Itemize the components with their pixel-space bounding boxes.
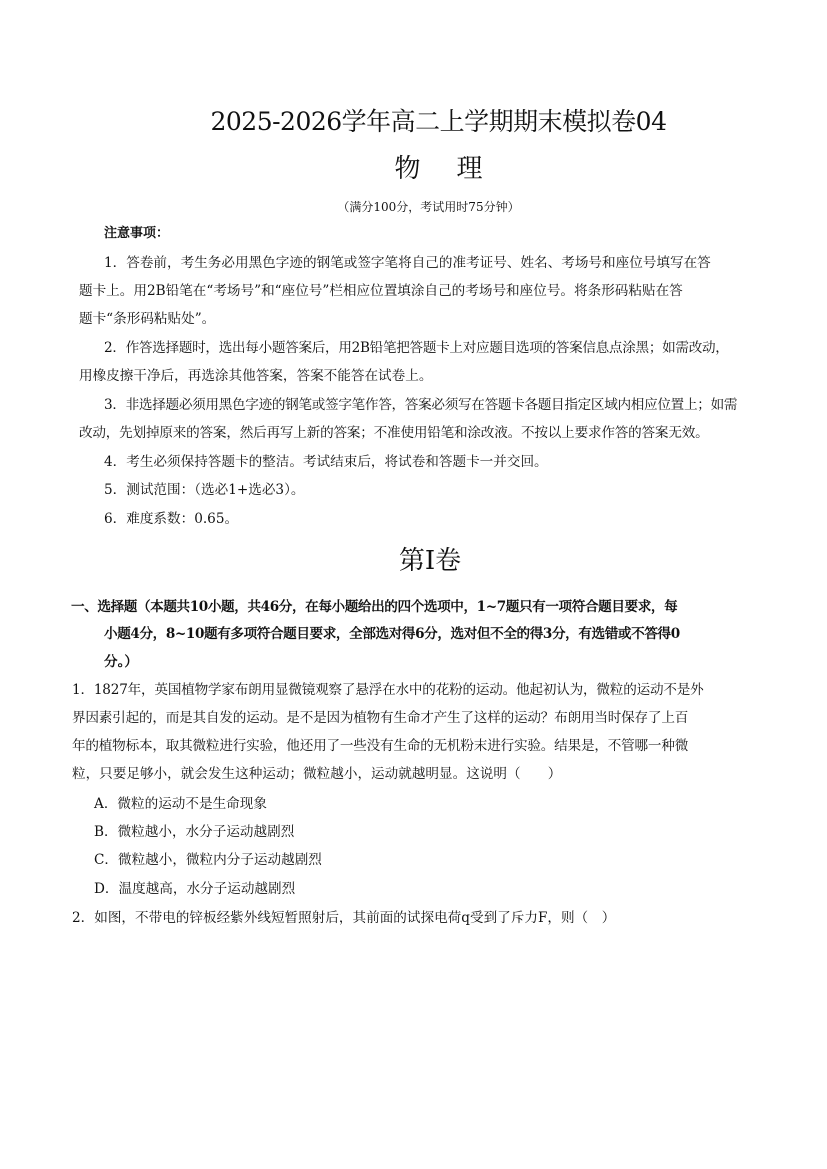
question-1-line: 1．1827年，英国植物学家布朗用显微镜观察了悬浮在水中的花粉的运动。他起初认为，微粒的运动不是外 [72, 682, 704, 698]
question-1-option-a: A．微粒的运动不是生命现象 [94, 796, 267, 812]
volume-title: 第I卷 [398, 546, 462, 576]
notes-line: 6．难度系数：0.65。 [104, 511, 239, 527]
notes-heading: 注意事项： [104, 226, 170, 241]
question-1-line: 粒，只要足够小，就会发生这种运动；微粒越小，运动就越明显。这说明（ ） [72, 766, 562, 782]
notes-line: 5．测试范围：（选必1+选必3）。 [104, 482, 305, 498]
notes-line: 题卡“条形码粘贴处”。 [79, 311, 216, 327]
question-2-line: 2．如图，不带电的锌板经紫外线短暂照射后，其前面的试探电荷q受到了斥力F，则（ ） [72, 910, 616, 926]
question-1-line: 界因素引起的，而是其自发的运动。是不是因为植物有生命才产生了这样的运动？布朗用当时保存了上百 [72, 710, 689, 726]
notes-line: 4．考生必须保持答题卡的整洁。考试结束后，将试卷和答题卡一并交回。 [104, 454, 548, 470]
subject-title [0, 148, 827, 185]
question-1-line: 年的植物标本，取其微粒进行实验，他还用了一些没有生命的无机粉末进行实验。结果是，不管哪一种微 [72, 738, 689, 754]
notes-line: 改动，先划掉原来的答案，然后再写上新的答案；不准使用铅笔和涂改液。不按以上要求作答的答案无效。 [79, 425, 709, 441]
question-1-option-b: B．微粒越小，水分子运动越剧烈 [94, 824, 295, 840]
section-heading-line: 一、选择题（本题共10小题，共46分，在每小题给出的四个选项中，1~7题只有一项符合题目要求，每 [71, 599, 678, 615]
section-heading-line: 小题4分，8~10题有多项符合题目要求，全部选对得6分，选对但不全的得3分，有选错或不答得0 [104, 626, 680, 642]
exam-subtitle: （满分100分，考试用时75分钟） [337, 200, 520, 214]
notes-line: 2．作答选择题时，选出每小题答案后，用2B铅笔把答题卡上对应题目选项的答案信息点涂黑；如需改动， [104, 340, 729, 356]
notes-line: 3．非选择题必须用黑色字迹的钢笔或签字笔作答，答案必须写在答题卡各题目指定区域内相应位置上；如需 [104, 397, 738, 413]
notes-line: 题卡上。用2B铅笔在“考场号”和“座位号”栏相应位置填涂自己的考场号和座位号。将条形码粘贴在答 [79, 283, 683, 299]
exam-title: 2025-2026学年高二上学期期末模拟卷04 [210, 107, 667, 136]
section-heading-line: 分。） [104, 654, 138, 670]
notes-line: 用橡皮擦干净后，再选涂其他答案，答案不能答在试卷上。 [79, 368, 433, 384]
question-1-option-d: D．温度越高，水分子运动越剧烈 [94, 881, 296, 897]
subject-char: 理 [456, 154, 483, 184]
question-1-option-c: C．微粒越小，微粒内分子运动越剧烈 [94, 852, 322, 868]
notes-line: 1．答卷前，考生务必用黑色字迹的钢笔或签字笔将自己的准考证号、姓名、考场号和座位号填写在答 [104, 255, 711, 271]
subject-char: 物 [394, 154, 421, 184]
